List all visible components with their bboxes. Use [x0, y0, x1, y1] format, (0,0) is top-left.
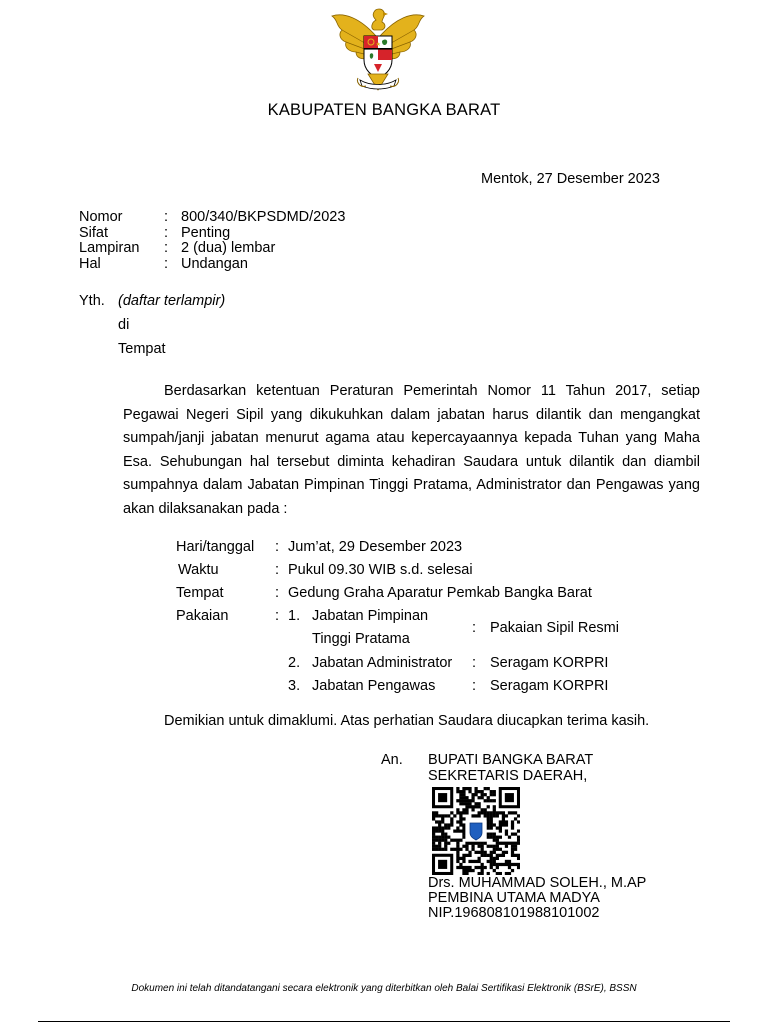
- event-label: Hari/tanggal: [176, 539, 255, 555]
- attire-dress: Seragam KORPRI: [490, 678, 609, 694]
- attire-dress: Pakaian Sipil Resmi: [490, 620, 619, 636]
- garuda-emblem-icon: [330, 6, 426, 96]
- event-row-place: [176, 584, 656, 602]
- event-label: Tempat: [176, 585, 224, 601]
- meta-sep: :: [164, 209, 169, 225]
- event-sep: :: [275, 562, 280, 578]
- attire-position: Jabatan Administrator: [312, 655, 453, 671]
- attire-num: 1.: [288, 608, 301, 624]
- addressee-place: Tempat: [118, 341, 166, 357]
- attire-sep: :: [472, 620, 477, 636]
- attire-num: 3.: [288, 678, 301, 694]
- meta-sep: :: [164, 256, 169, 272]
- e-signature-footnote: Dokumen ini telah ditandatangani secara elektronik yang diterbitkan oleh Balai Sertifikasi Elektronik (BSrE), BSSN: [131, 983, 637, 994]
- signer-rank: PEMBINA UTAMA MADYA: [428, 890, 600, 906]
- addressee-di: di: [118, 317, 130, 333]
- meta-value: Penting: [181, 225, 231, 241]
- meta-sep: :: [164, 225, 169, 241]
- meta-label: Sifat: [79, 225, 109, 241]
- event-sep: :: [275, 539, 280, 555]
- meta-value: Undangan: [181, 256, 248, 272]
- attire-num: 2.: [288, 655, 301, 671]
- signature-an: An.: [381, 752, 403, 768]
- event-row-time: [176, 561, 656, 579]
- event-label: Pakaian: [176, 608, 229, 624]
- event-value: Pukul 09.30 WIB s.d. selesai: [288, 562, 473, 578]
- attire-position: Jabatan Pimpinan: [312, 608, 429, 624]
- attire-sep: :: [472, 678, 477, 694]
- body-paragraph: Berdasarkan ketentuan Peraturan Pemerintah Nomor 11 Tahun 2017, setiap Pegawai Negeri Sipil yang dikukuhkan dalam jabatan harus dilantik dan mengangkat sumpah/janji jabatan menurut agama atau kepercayaannya kepada Tuhan yang Maha Esa. Sehubungan hal tersebut diminta kehadiran Saudara untuk dilantik dan diambil sumpahnya dalam Jabatan Pimpinan Tinggi Pratama, Administrator dan Pengawas yang akan dilaksanakan pada :: [123, 383, 700, 517]
- place-date: Mentok, 27 Desember 2023: [481, 171, 660, 187]
- regency-title: KABUPATEN BANGKA BARAT: [267, 101, 501, 119]
- meta-value: 800/340/BKPSDMD/2023: [181, 209, 346, 225]
- event-value: Gedung Graha Aparatur Pemkab Bangka Barat: [288, 585, 592, 601]
- signer-name: Drs. MUHAMMAD SOLEH., M.AP: [428, 875, 647, 891]
- footer-divider: [38, 1021, 730, 1022]
- closing-sentence: Demikian untuk dimaklumi. Atas perhatian Saudara diucapkan terima kasih.: [164, 713, 650, 729]
- meta-label: Lampiran: [79, 240, 140, 256]
- meta-label: Hal: [79, 256, 101, 272]
- addressee-recipient: (daftar terlampir): [118, 293, 226, 309]
- meta-sep: :: [164, 240, 169, 256]
- meta-label: Nomor: [79, 209, 123, 225]
- attire-sep: :: [472, 655, 477, 671]
- event-sep: :: [275, 585, 280, 601]
- signature-title-line2: SEKRETARIS DAERAH,: [428, 768, 588, 784]
- meta-value: 2 (dua) lembar: [181, 240, 276, 256]
- signer-nip: NIP.196808101988101002: [428, 905, 600, 921]
- event-label: Waktu: [178, 562, 219, 578]
- event-sep: :: [275, 608, 280, 624]
- addressee-label: Yth.: [79, 293, 105, 309]
- signature-title-line1: BUPATI BANGKA BARAT: [428, 752, 594, 768]
- attire-position-cont: Tinggi Pratama: [312, 631, 410, 647]
- event-value: Jum’at, 29 Desember 2023: [288, 539, 463, 555]
- attire-position: Jabatan Pengawas: [312, 678, 436, 694]
- attire-dress: Seragam KORPRI: [490, 655, 609, 671]
- event-row-day: [176, 538, 656, 556]
- qr-code-icon: [432, 787, 520, 875]
